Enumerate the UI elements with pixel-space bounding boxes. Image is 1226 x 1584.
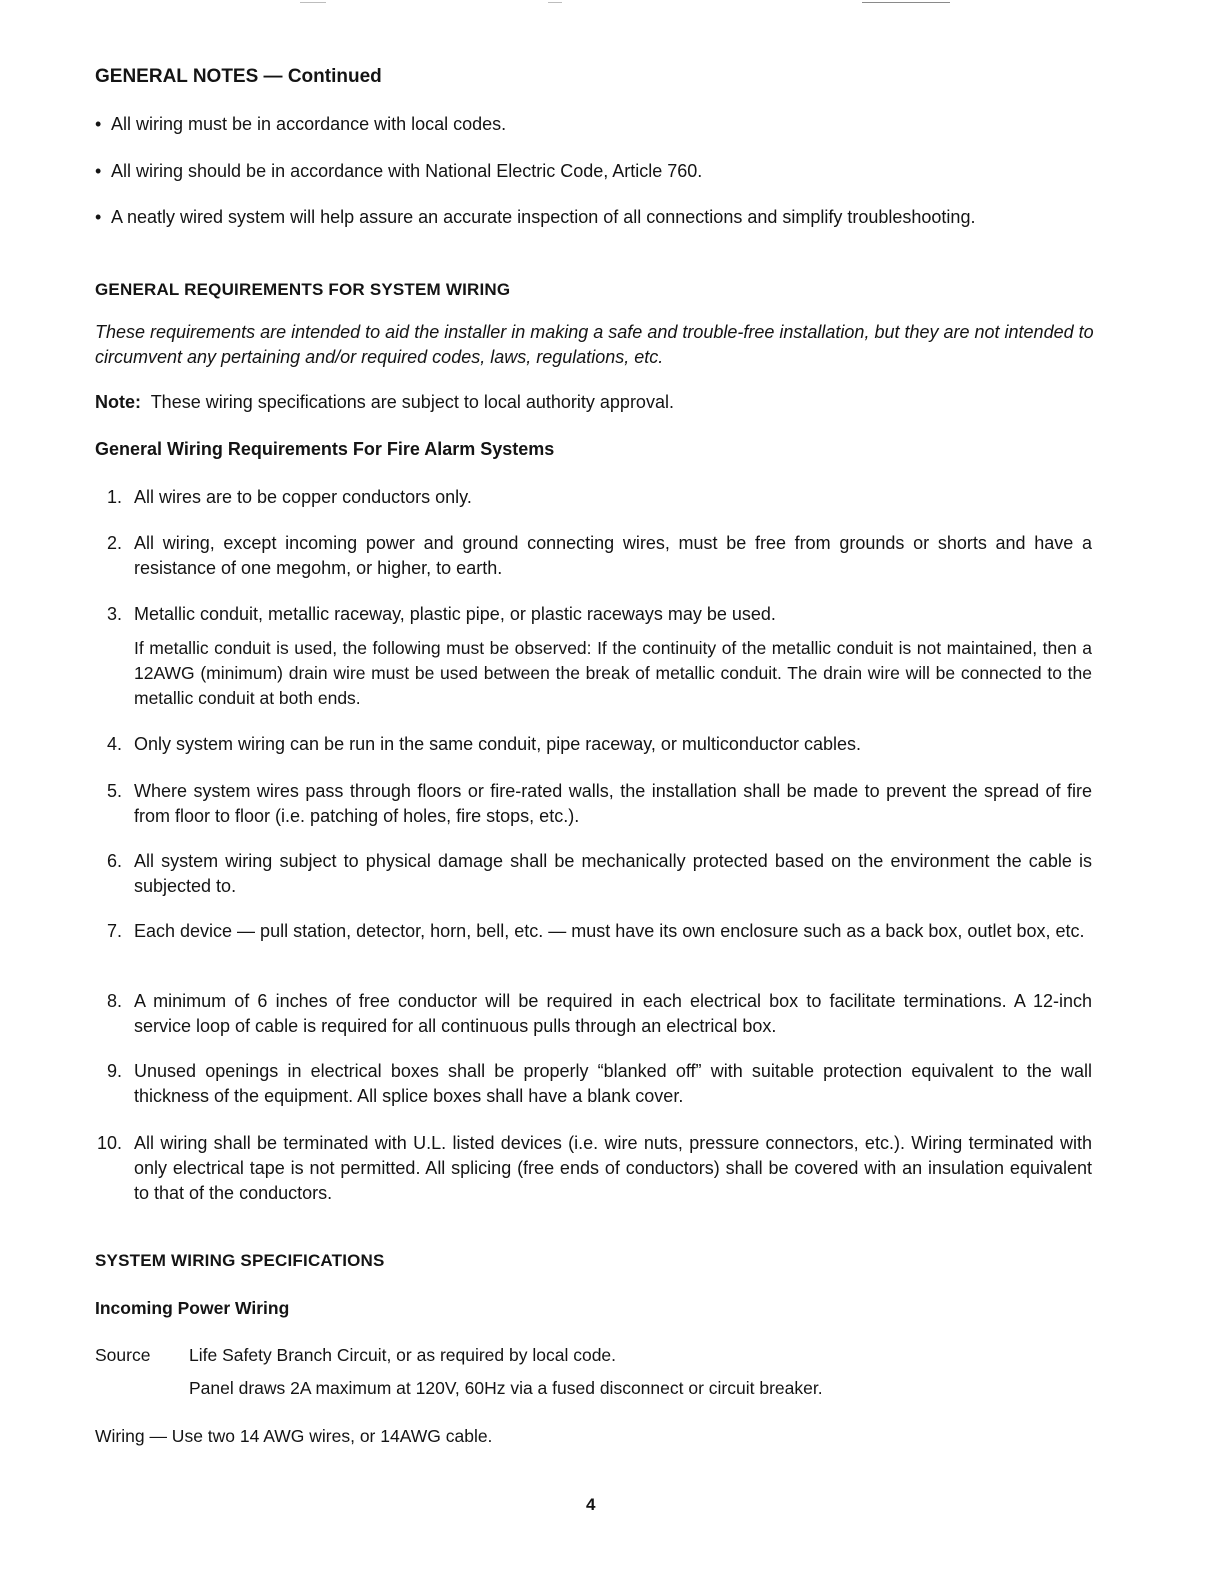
list-item-number: 3.	[106, 604, 122, 624]
list-item-number: 5.	[106, 781, 122, 801]
note-line	[95, 392, 674, 413]
bullet-icon: •	[95, 161, 102, 181]
general-notes-heading: GENERAL NOTES — Continued	[95, 66, 382, 87]
bullet-text: All wiring must be in accordance with local codes.	[111, 114, 507, 134]
requirements-heading: GENERAL REQUIREMENTS FOR SYSTEM WIRING	[95, 280, 511, 299]
wiring-line: Wiring — Use two 14 AWG wires, or 14AWG cable.	[95, 1426, 493, 1446]
bullet-item	[95, 161, 1095, 182]
list-item-text: Unused openings in electrical boxes shall be properly “blanked off” with suitable protection equivalent to the wall thickness of the equipment. All splice boxes shall have a blank cover.	[134, 1061, 1092, 1106]
list-item-number: 7.	[106, 921, 122, 941]
source-label: Source	[95, 1345, 151, 1365]
bullet-icon: •	[95, 207, 102, 227]
list-item-number: 1.	[106, 487, 122, 507]
scan-artifact	[300, 2, 326, 3]
scan-artifact	[548, 2, 562, 3]
list-item-text: Each device — pull station, detector, horn, bell, etc. — must have its own enclosure such as a back box, outlet box, etc.	[134, 921, 1085, 941]
specifications-heading: SYSTEM WIRING SPECIFICATIONS	[95, 1251, 385, 1270]
list-item-text: A minimum of 6 inches of free conductor will be required in each electrical box to facilitate terminations. A 12-inch service loop of cable is required for all continuous pulls through an electrical box.	[134, 991, 1092, 1036]
list-item-text: All wires are to be copper conductors only.	[134, 487, 472, 507]
list-item-number: 9.	[106, 1061, 122, 1081]
bullet-icon: •	[95, 114, 102, 134]
source-line-1: Life Safety Branch Circuit, or as required by local code.	[189, 1345, 617, 1365]
list-item-text: All wiring, except incoming power and ground connecting wires, must be free from grounds or shorts and have a resistance of one megohm, or higher, to earth.	[134, 533, 1092, 578]
fire-alarm-requirements-subheading: General Wiring Requirements For Fire Alarm Systems	[95, 439, 555, 459]
bullet-text: All wiring should be in accordance with National Electric Code, Article 760.	[111, 161, 703, 181]
list-item-text: Metallic conduit, metallic raceway, plastic pipe, or plastic raceways may be used.	[134, 604, 776, 624]
bullet-item	[95, 207, 1095, 228]
bullet-text: A neatly wired system will help assure an accurate inspection of all connections and simplify troubleshooting.	[111, 207, 976, 227]
note-label: Note:	[95, 392, 141, 412]
list-item-text: Only system wiring can be run in the same conduit, pipe raceway, or multiconductor cables.	[134, 734, 862, 754]
page-number: 4	[586, 1495, 596, 1514]
list-item-number: 10.	[96, 1133, 122, 1153]
list-item-number: 4.	[106, 734, 122, 754]
incoming-power-subheading: Incoming Power Wiring	[95, 1298, 290, 1318]
note-text: These wiring specifications are subject to local authority approval.	[150, 392, 674, 412]
list-item-number: 2.	[106, 533, 122, 553]
source-line-2: Panel draws 2A maximum at 120V, 60Hz via a fused disconnect or circuit breaker.	[189, 1378, 823, 1398]
list-item-text: Where system wires pass through floors or fire-rated walls, the installation shall be made to prevent the spread of fire from floor to floor (i.e. patching of holes, fire stops, etc.).	[134, 781, 1092, 826]
list-item-subparagraph: If metallic conduit is used, the following must be observed: If the continuity of the metallic conduit is not maintained, then a 12AWG (minimum) drain wire must be used between the break of metallic conduit. The drain wire will be connected to the metallic conduit at both ends.	[134, 638, 1092, 708]
list-item-text: All system wiring subject to physical damage shall be mechanically protected based on the environment the cable is subjected to.	[134, 851, 1092, 896]
bullet-item	[95, 114, 1095, 135]
list-item-number: 8.	[106, 991, 122, 1011]
list-item-number: 6.	[106, 851, 122, 871]
list-item-text: All wiring shall be terminated with U.L. listed devices (i.e. wire nuts, pressure connectors, etc.). Wiring terminated with only electrical tape is not permitted. All splicing (free ends of conductors) shall be covered with an insulation equivalent to that of the conductors.	[134, 1133, 1092, 1203]
scan-artifact	[862, 2, 950, 3]
requirements-intro: These requirements are intended to aid the installer in making a safe and trouble-free installation, but they are not intended to circumvent any pertaining and/or required codes, laws, regulations, etc.	[95, 322, 1094, 367]
